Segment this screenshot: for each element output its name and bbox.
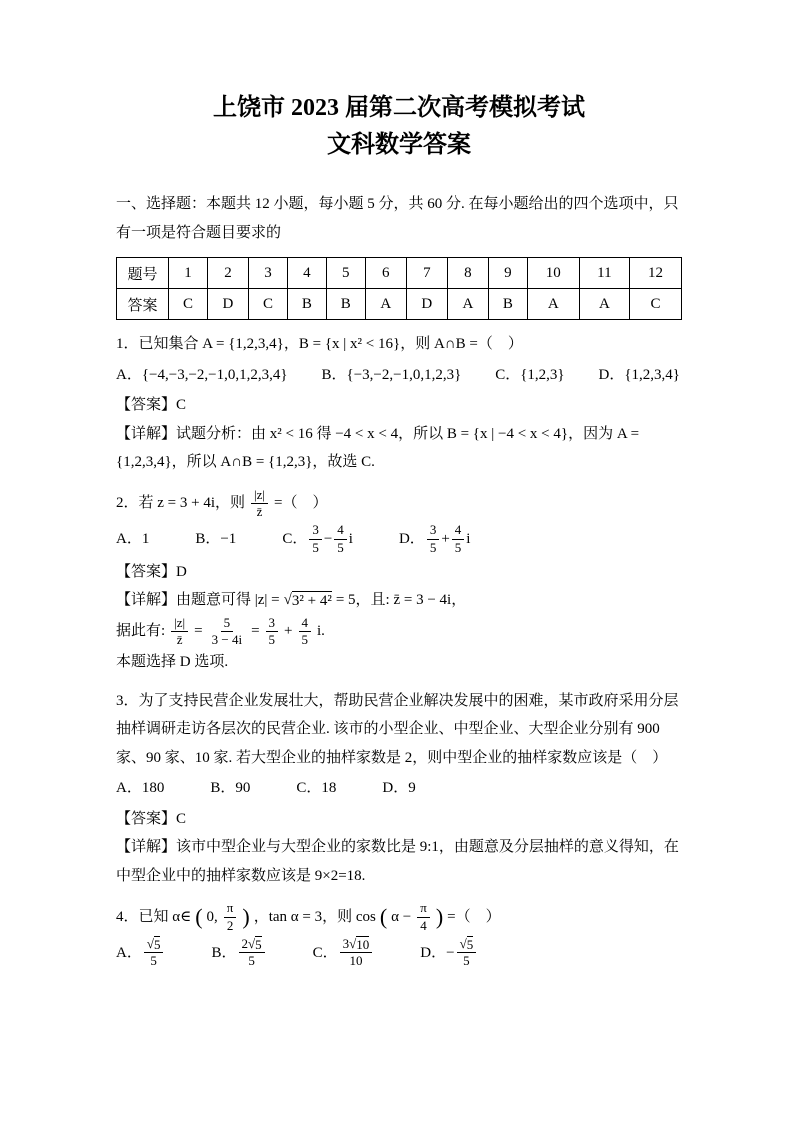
question-number-cell: 11 xyxy=(579,258,629,289)
document-title-line2: 文科数学答案 xyxy=(327,132,471,159)
fraction-numerator: |z| xyxy=(171,615,188,632)
question-number-cell: 2 xyxy=(207,258,248,289)
option-label: A． xyxy=(116,944,142,961)
answer-cell: C xyxy=(169,289,208,320)
fraction-denominator: 10 xyxy=(349,953,363,969)
q2-stem-post: =（ ） xyxy=(273,495,328,512)
fraction-pi-over-2 xyxy=(224,900,237,934)
fraction xyxy=(340,936,373,970)
answer-cell: B xyxy=(326,289,365,320)
fraction-numerator: 3 xyxy=(309,522,322,539)
answer-cell: C xyxy=(248,289,287,320)
answer-cell: A xyxy=(365,289,406,320)
sqrt-radicand: 3² + 4² xyxy=(291,593,332,610)
question-number-cell: 9 xyxy=(488,258,527,289)
fraction-numerator: π xyxy=(224,900,237,917)
sqrt-symbol: √ xyxy=(349,935,357,951)
q3-detail: 【详解】该市中型企业与大型企业的家数比是 9:1，由题意及分层抽样的意义得知，在中型企业中的抽样家数应该是 9×2=18. xyxy=(116,839,679,884)
option-label: D． xyxy=(398,530,425,547)
question-number-cell: 6 xyxy=(365,258,406,289)
answer-cell: C xyxy=(630,289,682,320)
left-paren: ( xyxy=(379,904,388,930)
fraction-denominator: 5 xyxy=(337,539,344,555)
coefficient: 3 xyxy=(342,936,350,952)
q4-stem-seg2: α − xyxy=(391,908,412,925)
fraction-denominator: 5 xyxy=(150,953,157,969)
sqrt-radical xyxy=(349,936,369,953)
sqrt-symbol: √ xyxy=(283,592,292,609)
fraction-numerator: 5 xyxy=(221,615,234,632)
sqrt-radical xyxy=(284,591,332,610)
q2-detail1-post: = 5，且: z̄ = 3 − 4i， xyxy=(335,592,467,609)
q1-option-c: C．{1,2,3} xyxy=(495,366,565,383)
question-number-cell: 3 xyxy=(248,258,287,289)
q2-detail2-tail: i. xyxy=(317,623,325,640)
answer-table-answer-row xyxy=(117,289,682,320)
fraction-denominator: 5 xyxy=(248,953,255,969)
fraction-denominator: z̄ xyxy=(256,504,263,520)
question-number-cell: 8 xyxy=(447,258,488,289)
answer-cell: A xyxy=(579,289,629,320)
fraction-numerator: π xyxy=(417,900,430,917)
q1-options xyxy=(116,361,682,390)
fraction-denominator: 4 xyxy=(420,917,427,933)
q1-stem: 1．已知集合 A = {1,2,3,4}，B = {x | x² < 16}，则 A∩B =（ ） xyxy=(116,336,523,353)
q1-option-d: D．{1,2,3,4} xyxy=(598,366,680,383)
sqrt-symbol: √ xyxy=(248,935,256,951)
sqrt-symbol: √ xyxy=(146,935,154,951)
q1-option-a: A．{−4,−3,−2,−1,0,1,2,3,4} xyxy=(116,366,288,383)
sqrt-radicand: 5 xyxy=(153,936,161,952)
answer-cell: B xyxy=(488,289,527,320)
q3-option-a: A．180 xyxy=(116,780,165,797)
answer-cell: A xyxy=(447,289,488,320)
fraction xyxy=(209,615,245,649)
fraction-numerator: 3 xyxy=(427,522,440,539)
fraction-denominator: 3 − 4i xyxy=(211,632,243,648)
operator: − xyxy=(323,530,333,547)
fraction-denominator: 5 xyxy=(463,953,470,969)
fraction-numerator xyxy=(239,936,265,954)
answer-cell: A xyxy=(527,289,579,320)
fraction xyxy=(452,522,465,556)
question-number-cell: 10 xyxy=(527,258,579,289)
right-paren: ) xyxy=(242,904,250,930)
fraction-numerator: 3 xyxy=(266,615,279,632)
fraction-pi-over-4 xyxy=(417,900,430,934)
answer-cell: D xyxy=(207,289,248,320)
sqrt-symbol: √ xyxy=(459,935,467,951)
answer-table-number-row xyxy=(117,258,682,289)
question-number-cell: 7 xyxy=(406,258,447,289)
fraction-numerator: 4 xyxy=(299,615,312,632)
plus-sign: + xyxy=(284,623,293,640)
q3-option-c: C．18 xyxy=(296,780,337,797)
q2-option-b: B．−1 xyxy=(195,530,237,547)
fraction-numerator: 4 xyxy=(452,522,465,539)
equals-sign: = xyxy=(251,623,260,640)
fraction-numerator xyxy=(457,936,477,954)
fraction xyxy=(334,522,347,556)
sqrt-radicand: 5 xyxy=(466,936,474,952)
q4-options xyxy=(116,936,682,970)
sqrt-radical xyxy=(460,936,474,953)
fraction xyxy=(144,936,164,970)
q4-option-d xyxy=(420,936,478,970)
section-one-intro: 一、选择题：本题共 12 小题，每小题 5 分，共 60 分. 在每小题给出的四个选项中，只有一项是符合题目要求的 xyxy=(116,196,679,241)
sqrt-radicand: 5 xyxy=(255,936,262,952)
operator: + xyxy=(441,530,450,547)
option-tail: i xyxy=(466,530,471,547)
fraction-z-over-zbar xyxy=(251,487,268,521)
q2-stem xyxy=(116,487,682,521)
negative-sign: − xyxy=(446,944,455,961)
fraction-numerator xyxy=(144,936,164,954)
fraction-denominator: 5 xyxy=(268,632,276,648)
q2-stem-pre: 2．若 z = 3 + 4i，则 xyxy=(116,495,245,512)
q4-option-a xyxy=(116,936,165,970)
question-number-cell: 4 xyxy=(287,258,326,289)
q1-option-b: B．{−3,−2,−1,0,1,2,3} xyxy=(321,366,462,383)
q4-stem xyxy=(116,900,682,934)
fraction-numerator: 4 xyxy=(334,522,347,539)
q2-detail-1 xyxy=(116,586,682,615)
q2-answer: 【答案】D xyxy=(116,563,187,580)
table-header-number: 题号 xyxy=(117,258,169,289)
document-title-line1: 上饶市 2023 届第二次高考模拟考试 xyxy=(213,95,585,121)
q2-detail-2 xyxy=(116,615,682,649)
fraction-denominator: 5 xyxy=(312,539,319,555)
q3-options xyxy=(116,774,682,803)
question-number-cell: 1 xyxy=(169,258,208,289)
option-label: D． xyxy=(420,944,447,961)
left-paren: ( xyxy=(195,904,203,930)
fraction xyxy=(171,615,188,649)
q4-interval-left: 0, xyxy=(206,908,218,925)
answer-cell: B xyxy=(287,289,326,320)
option-tail: i xyxy=(348,530,353,547)
option-label: C． xyxy=(282,530,308,547)
q2-detail-3: 本题选择 D 选项. xyxy=(116,654,229,671)
answer-cell: D xyxy=(406,289,447,320)
sqrt-radical xyxy=(147,936,161,953)
fraction-numerator xyxy=(340,936,373,954)
q4-stem-pre: 4．已知 α∈ xyxy=(116,908,192,925)
q3-answer: 【答案】C xyxy=(116,810,187,827)
sqrt-radical xyxy=(248,936,262,953)
q2-option-a: A．1 xyxy=(116,530,150,547)
option-label: B． xyxy=(211,944,237,961)
fraction-denominator: 5 xyxy=(429,539,437,555)
option-label: C． xyxy=(312,944,338,961)
fraction xyxy=(457,936,477,970)
table-header-answer: 答案 xyxy=(117,289,169,320)
q4-stem-post: =（ ） xyxy=(447,908,501,925)
question-number-cell: 12 xyxy=(630,258,682,289)
answer-table xyxy=(116,257,682,320)
q2-option-d xyxy=(399,522,470,556)
q4-option-b xyxy=(211,936,266,970)
fraction xyxy=(309,522,322,556)
fraction xyxy=(427,522,440,556)
sqrt-radicand: 10 xyxy=(356,936,370,952)
fraction-denominator: 5 xyxy=(454,539,462,555)
fraction xyxy=(266,615,279,649)
fraction-denominator: 5 xyxy=(301,632,309,648)
q1-detail: 【详解】试题分析：由 x² < 16 得 −4 < x < 4，所以 B = {x | −4 < x < 4}，因为 A = {1,2,3,4}，所以 A∩B = {1,2,3}，故选 C. xyxy=(116,425,640,471)
fraction xyxy=(299,615,312,649)
question-number-cell: 5 xyxy=(326,258,365,289)
fraction xyxy=(239,936,265,970)
q2-option-c xyxy=(282,522,353,556)
q3-option-b: B．90 xyxy=(210,780,251,797)
right-paren: ) xyxy=(435,904,444,930)
q4-stem-mid: ，tan α = 3，则 cos xyxy=(253,908,376,925)
q3-stem: 3．为了支持民营企业发展壮大，帮助民营企业解决发展中的困难，某市政府采用分层抽样调研走访各层次的民营企业. 该市的小型企业、中型企业、大型企业分别有 900 家、90 家、10 家. 若大型企业的抽样家数是 2，则中型企业的抽样家数应该是（ ） xyxy=(116,692,679,766)
equals-sign: = xyxy=(194,623,203,640)
fraction-denominator: z̄ xyxy=(176,632,183,648)
q2-detail1-pre: 【详解】由题意可得 |z| = xyxy=(116,592,280,609)
coefficient: 2 xyxy=(241,936,248,952)
q2-options xyxy=(116,522,682,556)
fraction-numerator: |z| xyxy=(251,487,268,504)
q2-detail2-pre: 据此有: xyxy=(116,623,166,640)
q4-option-c xyxy=(313,936,375,970)
fraction-denominator: 2 xyxy=(226,917,234,933)
q1-answer: 【答案】C xyxy=(116,397,187,414)
q3-option-d: D．9 xyxy=(382,780,416,797)
